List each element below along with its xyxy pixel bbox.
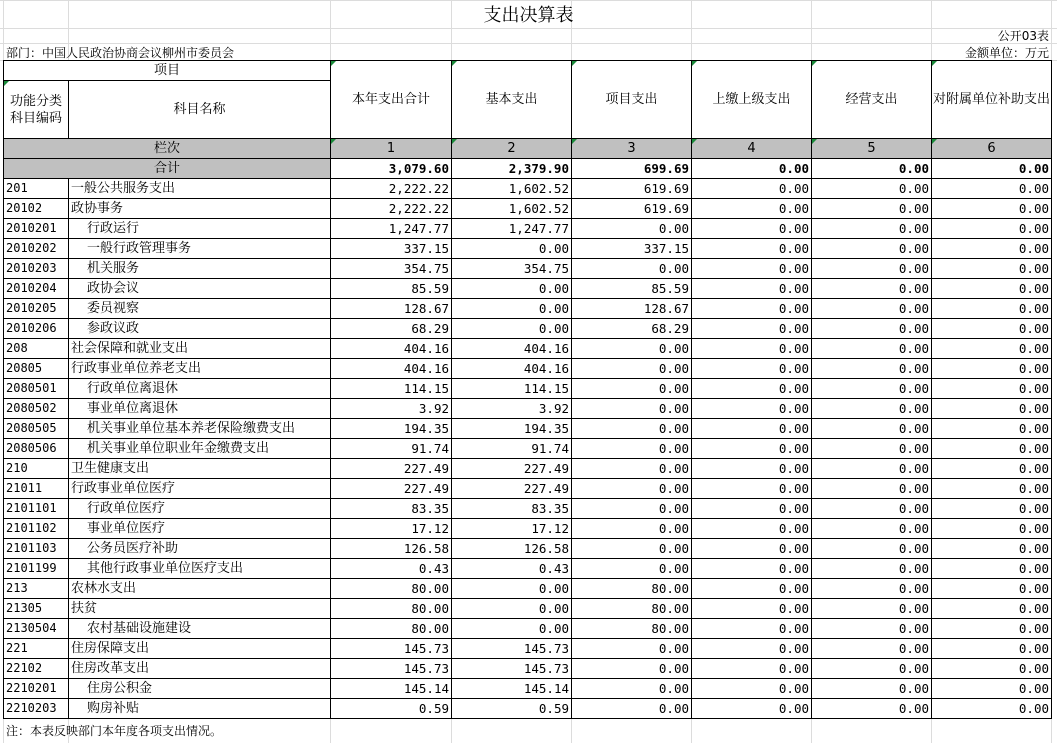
amount-cell[interactable]: 0.00 bbox=[692, 539, 812, 559]
amount-cell[interactable]: 126.58 bbox=[331, 539, 452, 559]
amount-cell[interactable]: 0.00 bbox=[692, 359, 812, 379]
amount-cell[interactable]: 0.00 bbox=[572, 639, 692, 659]
amount-cell[interactable]: 0.00 bbox=[812, 599, 932, 619]
header-subject-name[interactable]: 科目名称 bbox=[69, 81, 331, 139]
subject-name-cell[interactable]: 购房补贴 bbox=[69, 699, 331, 719]
table-row bbox=[4, 379, 1052, 399]
amount-cell[interactable]: 0.00 bbox=[812, 179, 932, 199]
amount-cell[interactable]: 227.49 bbox=[331, 479, 452, 499]
amount-cell[interactable]: 404.16 bbox=[331, 339, 452, 359]
amount-cell[interactable]: 80.00 bbox=[331, 599, 452, 619]
function-code-cell[interactable]: 2010205 bbox=[4, 299, 69, 319]
subject-name-cell[interactable]: 卫生健康支出 bbox=[69, 459, 331, 479]
amount-cell[interactable]: 114.15 bbox=[331, 379, 452, 399]
amount-cell[interactable]: 145.73 bbox=[452, 659, 572, 679]
function-code-cell[interactable]: 210 bbox=[4, 459, 69, 479]
table-row bbox=[4, 339, 1052, 359]
amount-cell[interactable]: 337.15 bbox=[331, 239, 452, 259]
function-code-cell[interactable]: 2080501 bbox=[4, 379, 69, 399]
amount-cell[interactable]: 0.59 bbox=[452, 699, 572, 719]
amount-cell[interactable]: 0.00 bbox=[692, 219, 812, 239]
function-code-cell[interactable]: 2010201 bbox=[4, 219, 69, 239]
amount-cell[interactable]: 80.00 bbox=[572, 619, 692, 639]
amount-cell[interactable]: 0.00 bbox=[572, 419, 692, 439]
function-code-cell[interactable]: 2210201 bbox=[4, 679, 69, 699]
amount-cell[interactable]: 0.00 bbox=[932, 659, 1052, 679]
subject-name-cell[interactable]: 住房保障支出 bbox=[69, 639, 331, 659]
amount-cell[interactable]: 0.00 bbox=[812, 359, 932, 379]
function-code-cell[interactable]: 2010204 bbox=[4, 279, 69, 299]
function-code-cell[interactable]: 2080506 bbox=[4, 439, 69, 459]
amount-cell[interactable]: 1,602.52 bbox=[452, 199, 572, 219]
amount-cell[interactable]: 0.00 bbox=[932, 299, 1052, 319]
row-index-cell[interactable]: 3 bbox=[572, 139, 692, 159]
header-function-code[interactable]: 功能分类科目编码 bbox=[4, 81, 69, 139]
subject-name-cell[interactable]: 一般行政管理事务 bbox=[69, 239, 331, 259]
function-code-cell[interactable]: 2210203 bbox=[4, 699, 69, 719]
subject-name-cell[interactable]: 行政事业单位养老支出 bbox=[69, 359, 331, 379]
amount-cell[interactable]: 0.00 bbox=[932, 619, 1052, 639]
amount-cell[interactable]: 0.00 bbox=[932, 459, 1052, 479]
subject-name-cell[interactable]: 其他行政事业单位医疗支出 bbox=[69, 559, 331, 579]
function-code-cell[interactable]: 2010203 bbox=[4, 259, 69, 279]
gridline bbox=[0, 0, 1057, 1]
amount-cell[interactable]: 404.16 bbox=[452, 339, 572, 359]
subject-name-cell[interactable]: 农村基础设施建设 bbox=[69, 619, 331, 639]
amount-cell[interactable]: 0.00 bbox=[812, 639, 932, 659]
total-cell[interactable]: 0.00 bbox=[932, 159, 1052, 179]
amount-cell[interactable]: 227.49 bbox=[452, 459, 572, 479]
amount-cell[interactable]: 0.00 bbox=[572, 699, 692, 719]
function-code-cell[interactable]: 20102 bbox=[4, 199, 69, 219]
amount-cell[interactable]: 0.00 bbox=[572, 539, 692, 559]
total-cell[interactable]: 3,079.60 bbox=[331, 159, 452, 179]
table-row bbox=[4, 619, 1052, 639]
amount-cell[interactable]: 91.74 bbox=[452, 439, 572, 459]
subject-name-cell[interactable]: 公务员医疗补助 bbox=[69, 539, 331, 559]
amount-cell[interactable]: 0.00 bbox=[572, 659, 692, 679]
table-row bbox=[4, 259, 1052, 279]
amount-cell[interactable]: 0.43 bbox=[452, 559, 572, 579]
amount-cell[interactable]: 80.00 bbox=[572, 599, 692, 619]
amount-cell[interactable]: 91.74 bbox=[331, 439, 452, 459]
function-code-cell[interactable]: 2101103 bbox=[4, 539, 69, 559]
header-subsidy-expenditure[interactable]: 对附属单位补助支出 bbox=[932, 61, 1052, 139]
function-code-cell[interactable]: 2080505 bbox=[4, 419, 69, 439]
amount-cell[interactable]: 68.29 bbox=[331, 319, 452, 339]
amount-cell[interactable]: 0.00 bbox=[572, 359, 692, 379]
amount-cell[interactable]: 194.35 bbox=[331, 419, 452, 439]
amount-cell[interactable]: 619.69 bbox=[572, 199, 692, 219]
amount-cell[interactable]: 0.00 bbox=[932, 359, 1052, 379]
subject-name-cell[interactable]: 委员视察 bbox=[69, 299, 331, 319]
amount-cell[interactable]: 0.00 bbox=[692, 679, 812, 699]
amount-cell[interactable]: 0.00 bbox=[932, 599, 1052, 619]
amount-cell[interactable]: 0.00 bbox=[812, 279, 932, 299]
subject-name-cell[interactable]: 机关服务 bbox=[69, 259, 331, 279]
amount-cell[interactable]: 2,222.22 bbox=[331, 199, 452, 219]
amount-cell[interactable]: 619.69 bbox=[572, 179, 692, 199]
amount-cell[interactable]: 0.00 bbox=[932, 399, 1052, 419]
amount-cell[interactable]: 1,247.77 bbox=[331, 219, 452, 239]
subject-name-cell[interactable]: 扶贫 bbox=[69, 599, 331, 619]
amount-cell[interactable]: 0.00 bbox=[812, 399, 932, 419]
amount-cell[interactable]: 0.00 bbox=[572, 379, 692, 399]
amount-cell[interactable]: 0.00 bbox=[812, 479, 932, 499]
amount-cell[interactable]: 0.00 bbox=[812, 419, 932, 439]
amount-cell[interactable]: 145.73 bbox=[452, 639, 572, 659]
amount-cell[interactable]: 145.73 bbox=[331, 639, 452, 659]
amount-cell[interactable]: 128.67 bbox=[331, 299, 452, 319]
amount-cell[interactable]: 0.00 bbox=[692, 579, 812, 599]
table-row bbox=[4, 499, 1052, 519]
amount-cell[interactable]: 114.15 bbox=[452, 379, 572, 399]
amount-cell[interactable]: 0.00 bbox=[572, 519, 692, 539]
amount-cell[interactable]: 0.00 bbox=[812, 499, 932, 519]
amount-cell[interactable]: 0.00 bbox=[692, 519, 812, 539]
function-code-cell[interactable]: 221 bbox=[4, 639, 69, 659]
amount-cell[interactable]: 354.75 bbox=[452, 259, 572, 279]
function-code-cell[interactable]: 22102 bbox=[4, 659, 69, 679]
amount-cell[interactable]: 0.00 bbox=[932, 339, 1052, 359]
amount-cell[interactable]: 3.92 bbox=[331, 399, 452, 419]
amount-cell[interactable]: 0.43 bbox=[331, 559, 452, 579]
subject-name-cell[interactable]: 机关事业单位基本养老保险缴费支出 bbox=[69, 419, 331, 439]
table-row bbox=[4, 519, 1052, 539]
function-code-cell[interactable]: 213 bbox=[4, 579, 69, 599]
amount-cell[interactable]: 0.00 bbox=[572, 219, 692, 239]
amount-cell[interactable]: 227.49 bbox=[452, 479, 572, 499]
amount-cell[interactable]: 227.49 bbox=[331, 459, 452, 479]
table-row bbox=[4, 559, 1052, 579]
amount-cell[interactable]: 0.00 bbox=[932, 519, 1052, 539]
amount-cell[interactable]: 145.73 bbox=[331, 659, 452, 679]
amount-cell[interactable]: 0.00 bbox=[812, 579, 932, 599]
amount-cell[interactable]: 0.00 bbox=[692, 339, 812, 359]
amount-cell[interactable]: 0.00 bbox=[572, 679, 692, 699]
function-code-cell[interactable]: 2080502 bbox=[4, 399, 69, 419]
form-number: 公开03表 bbox=[997, 29, 1049, 43]
amount-cell[interactable]: 0.00 bbox=[812, 539, 932, 559]
function-code-cell[interactable]: 2101102 bbox=[4, 519, 69, 539]
row-index-cell[interactable]: 4 bbox=[692, 139, 812, 159]
table-row bbox=[4, 419, 1052, 439]
subject-name-cell[interactable]: 事业单位离退休 bbox=[69, 399, 331, 419]
subject-name-cell[interactable]: 机关事业单位职业年金缴费支出 bbox=[69, 439, 331, 459]
function-code-cell[interactable]: 2010202 bbox=[4, 239, 69, 259]
total-cell[interactable]: 2,379.90 bbox=[452, 159, 572, 179]
amount-cell[interactable]: 0.00 bbox=[812, 199, 932, 219]
amount-cell[interactable]: 0.00 bbox=[812, 219, 932, 239]
amount-cell[interactable]: 0.00 bbox=[692, 439, 812, 459]
expenditure-table bbox=[3, 60, 1052, 719]
amount-cell[interactable]: 2,222.22 bbox=[331, 179, 452, 199]
amount-cell[interactable]: 0.00 bbox=[692, 419, 812, 439]
subject-name-cell[interactable]: 政协事务 bbox=[69, 199, 331, 219]
total-cell[interactable]: 699.69 bbox=[572, 159, 692, 179]
table-row bbox=[4, 199, 1052, 219]
amount-cell[interactable]: 0.00 bbox=[572, 459, 692, 479]
amount-cell[interactable]: 0.00 bbox=[812, 659, 932, 679]
amount-cell[interactable]: 0.00 bbox=[932, 239, 1052, 259]
table-row bbox=[4, 319, 1052, 339]
amount-cell[interactable]: 0.00 bbox=[932, 699, 1052, 719]
amount-cell[interactable]: 0.00 bbox=[812, 559, 932, 579]
amount-cell[interactable]: 0.00 bbox=[812, 439, 932, 459]
function-code-cell[interactable]: 2101199 bbox=[4, 559, 69, 579]
amount-cell[interactable]: 85.59 bbox=[331, 279, 452, 299]
table-row bbox=[4, 219, 1052, 239]
table-row bbox=[4, 599, 1052, 619]
amount-cell[interactable]: 0.00 bbox=[812, 679, 932, 699]
amount-cell[interactable]: 0.00 bbox=[572, 399, 692, 419]
amount-cell[interactable]: 0.00 bbox=[812, 319, 932, 339]
amount-cell[interactable]: 404.16 bbox=[331, 359, 452, 379]
row-index-cell[interactable]: 5 bbox=[812, 139, 932, 159]
amount-cell[interactable]: 0.00 bbox=[452, 579, 572, 599]
amount-cell[interactable]: 0.00 bbox=[572, 499, 692, 519]
amount-cell[interactable]: 0.00 bbox=[692, 499, 812, 519]
amount-cell[interactable]: 0.00 bbox=[932, 219, 1052, 239]
amount-cell[interactable]: 0.00 bbox=[932, 259, 1052, 279]
amount-cell[interactable]: 0.00 bbox=[692, 379, 812, 399]
amount-cell[interactable]: 0.00 bbox=[812, 379, 932, 399]
amount-cell[interactable]: 0.00 bbox=[692, 399, 812, 419]
total-cell[interactable]: 0.00 bbox=[812, 159, 932, 179]
table-row bbox=[4, 439, 1052, 459]
amount-cell[interactable]: 17.12 bbox=[452, 519, 572, 539]
department-label: 部门：中国人民政治协商会议柳州市委员会 bbox=[6, 46, 235, 60]
amount-cell[interactable]: 80.00 bbox=[331, 619, 452, 639]
table-row bbox=[4, 639, 1052, 659]
amount-cell[interactable]: 0.00 bbox=[452, 279, 572, 299]
amount-cell[interactable]: 0.00 bbox=[932, 279, 1052, 299]
subject-name-cell[interactable]: 社会保障和就业支出 bbox=[69, 339, 331, 359]
amount-cell[interactable]: 0.00 bbox=[932, 559, 1052, 579]
amount-cell[interactable]: 354.75 bbox=[331, 259, 452, 279]
subject-name-cell[interactable]: 行政运行 bbox=[69, 219, 331, 239]
amount-cell[interactable]: 1,602.52 bbox=[452, 179, 572, 199]
total-cell[interactable]: 0.00 bbox=[692, 159, 812, 179]
amount-cell[interactable]: 0.00 bbox=[692, 599, 812, 619]
table-row bbox=[4, 179, 1052, 199]
amount-cell[interactable]: 0.00 bbox=[692, 239, 812, 259]
amount-cell[interactable]: 83.35 bbox=[452, 499, 572, 519]
subject-name-cell[interactable]: 行政单位医疗 bbox=[69, 499, 331, 519]
amount-cell[interactable]: 337.15 bbox=[572, 239, 692, 259]
row-index-cell[interactable]: 6 bbox=[932, 139, 1052, 159]
table-row bbox=[4, 659, 1052, 679]
table-row bbox=[4, 279, 1052, 299]
subject-name-cell[interactable]: 农林水支出 bbox=[69, 579, 331, 599]
amount-cell[interactable]: 0.00 bbox=[452, 299, 572, 319]
table-row bbox=[4, 239, 1052, 259]
header-basic-expenditure[interactable]: 基本支出 bbox=[452, 61, 572, 139]
amount-cell[interactable]: 0.00 bbox=[932, 579, 1052, 599]
header-project-expenditure[interactable]: 项目支出 bbox=[572, 61, 692, 139]
subject-name-cell[interactable]: 一般公共服务支出 bbox=[69, 179, 331, 199]
function-code-cell[interactable]: 2101101 bbox=[4, 499, 69, 519]
total-label[interactable]: 合计 bbox=[4, 159, 331, 179]
subject-name-cell[interactable]: 事业单位医疗 bbox=[69, 519, 331, 539]
amount-cell[interactable]: 0.00 bbox=[812, 699, 932, 719]
header-business-expenditure[interactable]: 经营支出 bbox=[812, 61, 932, 139]
subject-name-cell[interactable]: 住房改革支出 bbox=[69, 659, 331, 679]
amount-cell[interactable]: 0.00 bbox=[452, 619, 572, 639]
amount-cell[interactable]: 17.12 bbox=[331, 519, 452, 539]
amount-cell[interactable]: 3.92 bbox=[452, 399, 572, 419]
amount-cell[interactable]: 0.00 bbox=[692, 659, 812, 679]
amount-cell[interactable]: 0.00 bbox=[692, 259, 812, 279]
amount-cell[interactable]: 0.00 bbox=[572, 339, 692, 359]
footnote: 注：本表反映部门本年度各项支出情况。 bbox=[6, 724, 223, 738]
table-row bbox=[4, 459, 1052, 479]
amount-cell[interactable]: 0.00 bbox=[812, 339, 932, 359]
amount-cell[interactable]: 0.00 bbox=[692, 319, 812, 339]
subject-name-cell[interactable]: 政协会议 bbox=[69, 279, 331, 299]
page-title: 支出决算表 bbox=[483, 5, 574, 26]
amount-cell[interactable]: 0.00 bbox=[572, 559, 692, 579]
amount-cell[interactable]: 0.00 bbox=[932, 639, 1052, 659]
function-code-cell[interactable]: 2010206 bbox=[4, 319, 69, 339]
amount-cell[interactable]: 0.00 bbox=[692, 559, 812, 579]
function-code-cell[interactable]: 21011 bbox=[4, 479, 69, 499]
table-row bbox=[4, 679, 1052, 699]
amount-cell[interactable]: 0.00 bbox=[932, 499, 1052, 519]
subject-name-cell[interactable]: 参政议政 bbox=[69, 319, 331, 339]
table-row bbox=[4, 539, 1052, 559]
table-row bbox=[4, 699, 1052, 719]
amount-cell[interactable]: 0.00 bbox=[692, 179, 812, 199]
amount-cell[interactable]: 0.00 bbox=[932, 199, 1052, 219]
amount-cell[interactable]: 194.35 bbox=[452, 419, 572, 439]
amount-cell[interactable]: 0.00 bbox=[572, 259, 692, 279]
amount-cell[interactable]: 1,247.77 bbox=[452, 219, 572, 239]
function-code-cell[interactable]: 2130504 bbox=[4, 619, 69, 639]
amount-cell[interactable]: 145.14 bbox=[452, 679, 572, 699]
amount-cell[interactable]: 85.59 bbox=[572, 279, 692, 299]
amount-cell[interactable]: 0.00 bbox=[932, 379, 1052, 399]
amount-cell[interactable]: 0.00 bbox=[932, 539, 1052, 559]
table-row bbox=[4, 359, 1052, 379]
amount-cell[interactable]: 0.00 bbox=[452, 599, 572, 619]
amount-cell[interactable]: 145.14 bbox=[331, 679, 452, 699]
amount-cell[interactable]: 0.00 bbox=[812, 259, 932, 279]
amount-cell[interactable]: 0.00 bbox=[692, 199, 812, 219]
function-code-cell[interactable]: 21305 bbox=[4, 599, 69, 619]
row-index-cell[interactable]: 1 bbox=[331, 139, 452, 159]
amount-cell[interactable]: 0.59 bbox=[331, 699, 452, 719]
row-index-label[interactable]: 栏次 bbox=[4, 139, 331, 159]
amount-cell[interactable]: 0.00 bbox=[692, 459, 812, 479]
function-code-cell[interactable]: 201 bbox=[4, 179, 69, 199]
table-row bbox=[4, 299, 1052, 319]
amount-cell[interactable]: 0.00 bbox=[572, 439, 692, 459]
amount-cell[interactable]: 0.00 bbox=[812, 299, 932, 319]
amount-cell[interactable]: 0.00 bbox=[692, 299, 812, 319]
header-item[interactable]: 项目 bbox=[4, 61, 331, 81]
amount-cell[interactable]: 0.00 bbox=[932, 319, 1052, 339]
amount-cell[interactable]: 0.00 bbox=[812, 619, 932, 639]
header-upper-remittance[interactable]: 上缴上级支出 bbox=[692, 61, 812, 139]
function-code-cell[interactable]: 20805 bbox=[4, 359, 69, 379]
amount-cell[interactable]: 0.00 bbox=[452, 239, 572, 259]
amount-cell[interactable]: 83.35 bbox=[331, 499, 452, 519]
amount-cell[interactable]: 0.00 bbox=[692, 699, 812, 719]
amount-cell[interactable]: 80.00 bbox=[572, 579, 692, 599]
amount-cell[interactable]: 0.00 bbox=[692, 479, 812, 499]
amount-cell[interactable]: 0.00 bbox=[932, 439, 1052, 459]
amount-cell[interactable]: 0.00 bbox=[692, 639, 812, 659]
amount-cell[interactable]: 0.00 bbox=[692, 619, 812, 639]
function-code-cell[interactable]: 208 bbox=[4, 339, 69, 359]
table-row bbox=[4, 399, 1052, 419]
amount-cell[interactable]: 68.29 bbox=[572, 319, 692, 339]
row-index-cell[interactable]: 2 bbox=[452, 139, 572, 159]
amount-cell[interactable]: 0.00 bbox=[812, 459, 932, 479]
table-row bbox=[4, 479, 1052, 499]
table-row bbox=[4, 579, 1052, 599]
amount-cell[interactable]: 0.00 bbox=[572, 479, 692, 499]
amount-cell[interactable]: 0.00 bbox=[932, 479, 1052, 499]
amount-cell[interactable]: 0.00 bbox=[932, 179, 1052, 199]
amount-cell[interactable]: 0.00 bbox=[932, 679, 1052, 699]
amount-cell[interactable]: 128.67 bbox=[572, 299, 692, 319]
subject-name-cell[interactable]: 住房公积金 bbox=[69, 679, 331, 699]
subject-name-cell[interactable]: 行政事业单位医疗 bbox=[69, 479, 331, 499]
amount-cell[interactable]: 0.00 bbox=[812, 239, 932, 259]
amount-cell[interactable]: 0.00 bbox=[812, 519, 932, 539]
amount-unit-label: 金额单位：万元 bbox=[964, 46, 1049, 60]
header-total-expenditure[interactable]: 本年支出合计 bbox=[331, 61, 452, 139]
amount-cell[interactable]: 126.58 bbox=[452, 539, 572, 559]
amount-cell[interactable]: 404.16 bbox=[452, 359, 572, 379]
amount-cell[interactable]: 0.00 bbox=[692, 279, 812, 299]
amount-cell[interactable]: 0.00 bbox=[932, 419, 1052, 439]
subject-name-cell[interactable]: 行政单位离退休 bbox=[69, 379, 331, 399]
amount-cell[interactable]: 80.00 bbox=[331, 579, 452, 599]
amount-cell[interactable]: 0.00 bbox=[452, 319, 572, 339]
